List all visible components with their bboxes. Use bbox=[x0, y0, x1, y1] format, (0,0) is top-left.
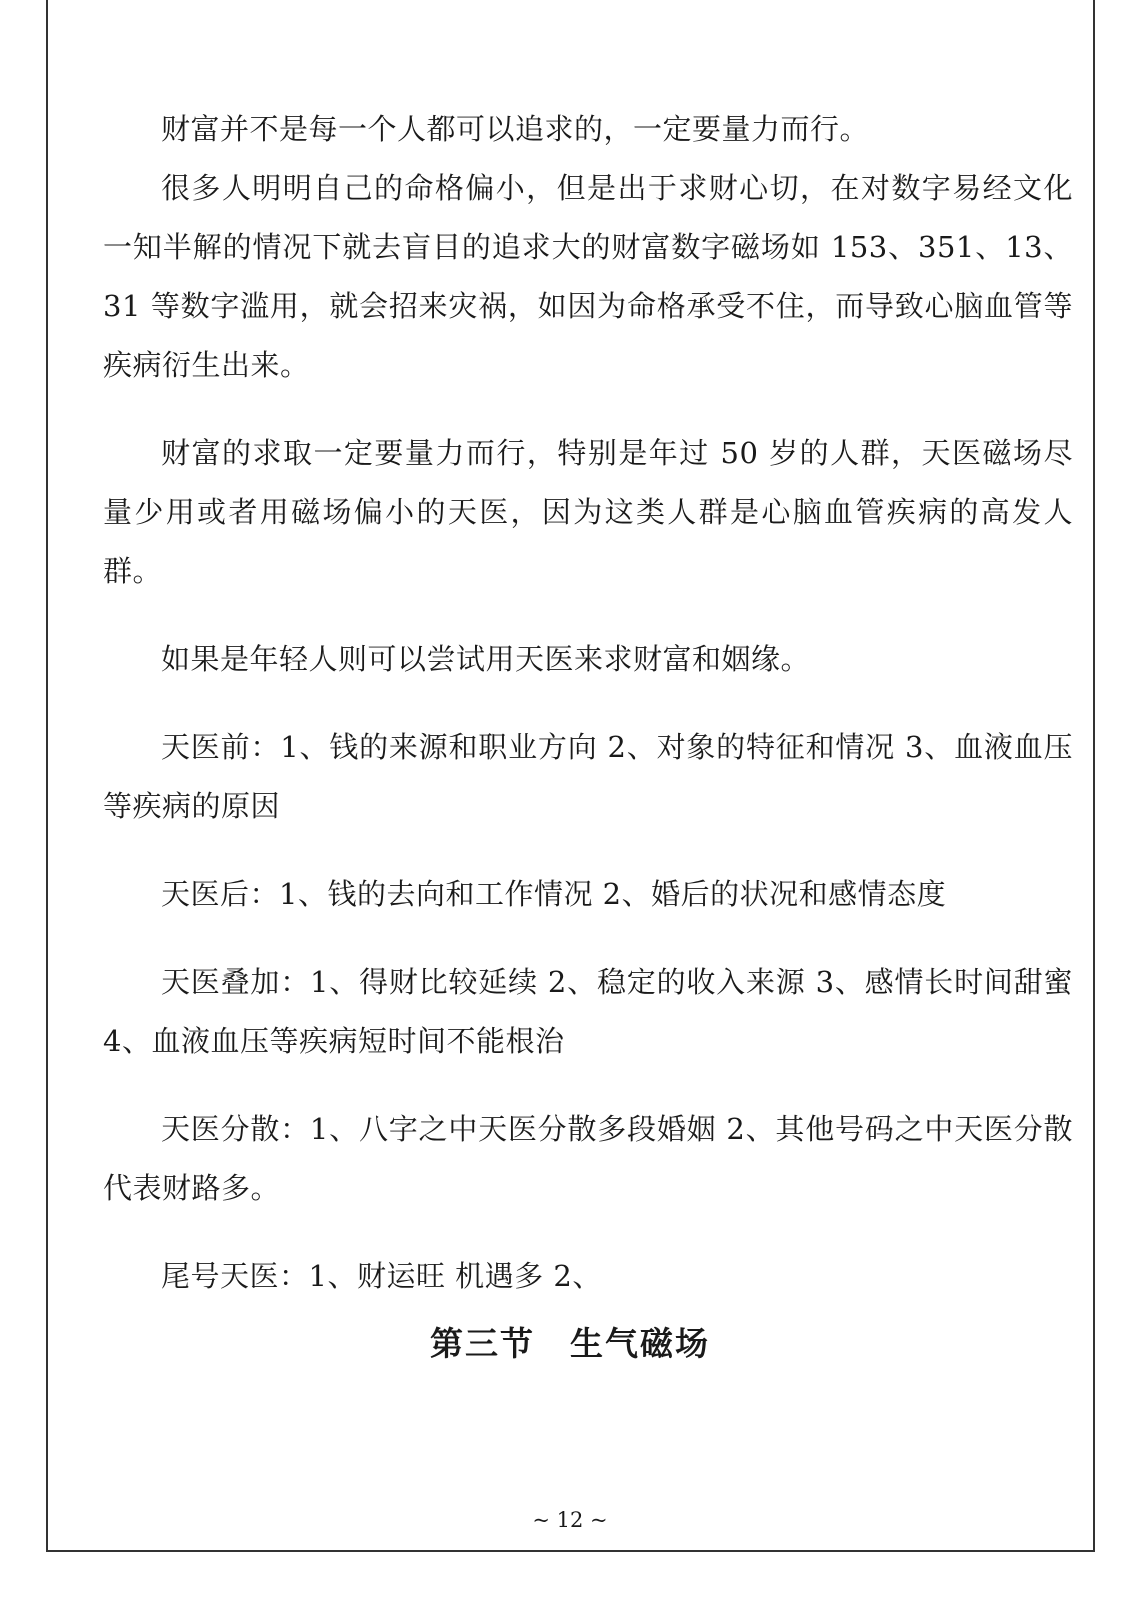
document-body bbox=[103, 100, 1073, 1306]
paragraph-8: 天医分散：1、八字之中天医分散多段婚姻 2、其他号码之中天医分散代表财路多。 bbox=[103, 1112, 1073, 1205]
paragraph-6: 天医后：1、钱的去向和工作情况 2、婚后的状况和感情态度 bbox=[161, 877, 947, 911]
paragraph-9: 尾号天医：1、财运旺 机遇多 2、 bbox=[161, 1259, 602, 1293]
paragraph-1: 财富并不是每一个人都可以追求的，一定要量力而行。 bbox=[161, 112, 870, 146]
section-title: 第三节 生气磁场 bbox=[430, 1324, 710, 1363]
paragraph-3: 财富的求取一定要量力而行，特别是年过 50 岁的人群，天医磁场尽量少用或者用磁场偏小的天医，因为这类人群是心脑血管疾病的高发人群。 bbox=[103, 436, 1073, 588]
page-number: ~ 12 ~ bbox=[532, 1508, 608, 1532]
paragraph-7: 天医叠加：1、得财比较延续 2、稳定的收入来源 3、感情长时间甜蜜 4、血液血压等疾病短时间不能根治 bbox=[103, 965, 1073, 1058]
page-border-bottom bbox=[46, 1550, 1095, 1552]
paragraph-5: 天医前：1、钱的来源和职业方向 2、对象的特征和情况 3、血液血压等疾病的原因 bbox=[103, 730, 1073, 823]
paragraph-2: 很多人明明自己的命格偏小，但是出于求财心切，在对数字易经文化一知半解的情况下就去盲目的追求大的财富数字磁场如 153、351、13、31 等数字滥用，就会招来灾祸，如因为命格承受不住，而导致心脑血管等疾病衍生出来。 bbox=[103, 171, 1073, 382]
paragraph-4: 如果是年轻人则可以尝试用天医来求财富和姻缘。 bbox=[161, 642, 811, 676]
